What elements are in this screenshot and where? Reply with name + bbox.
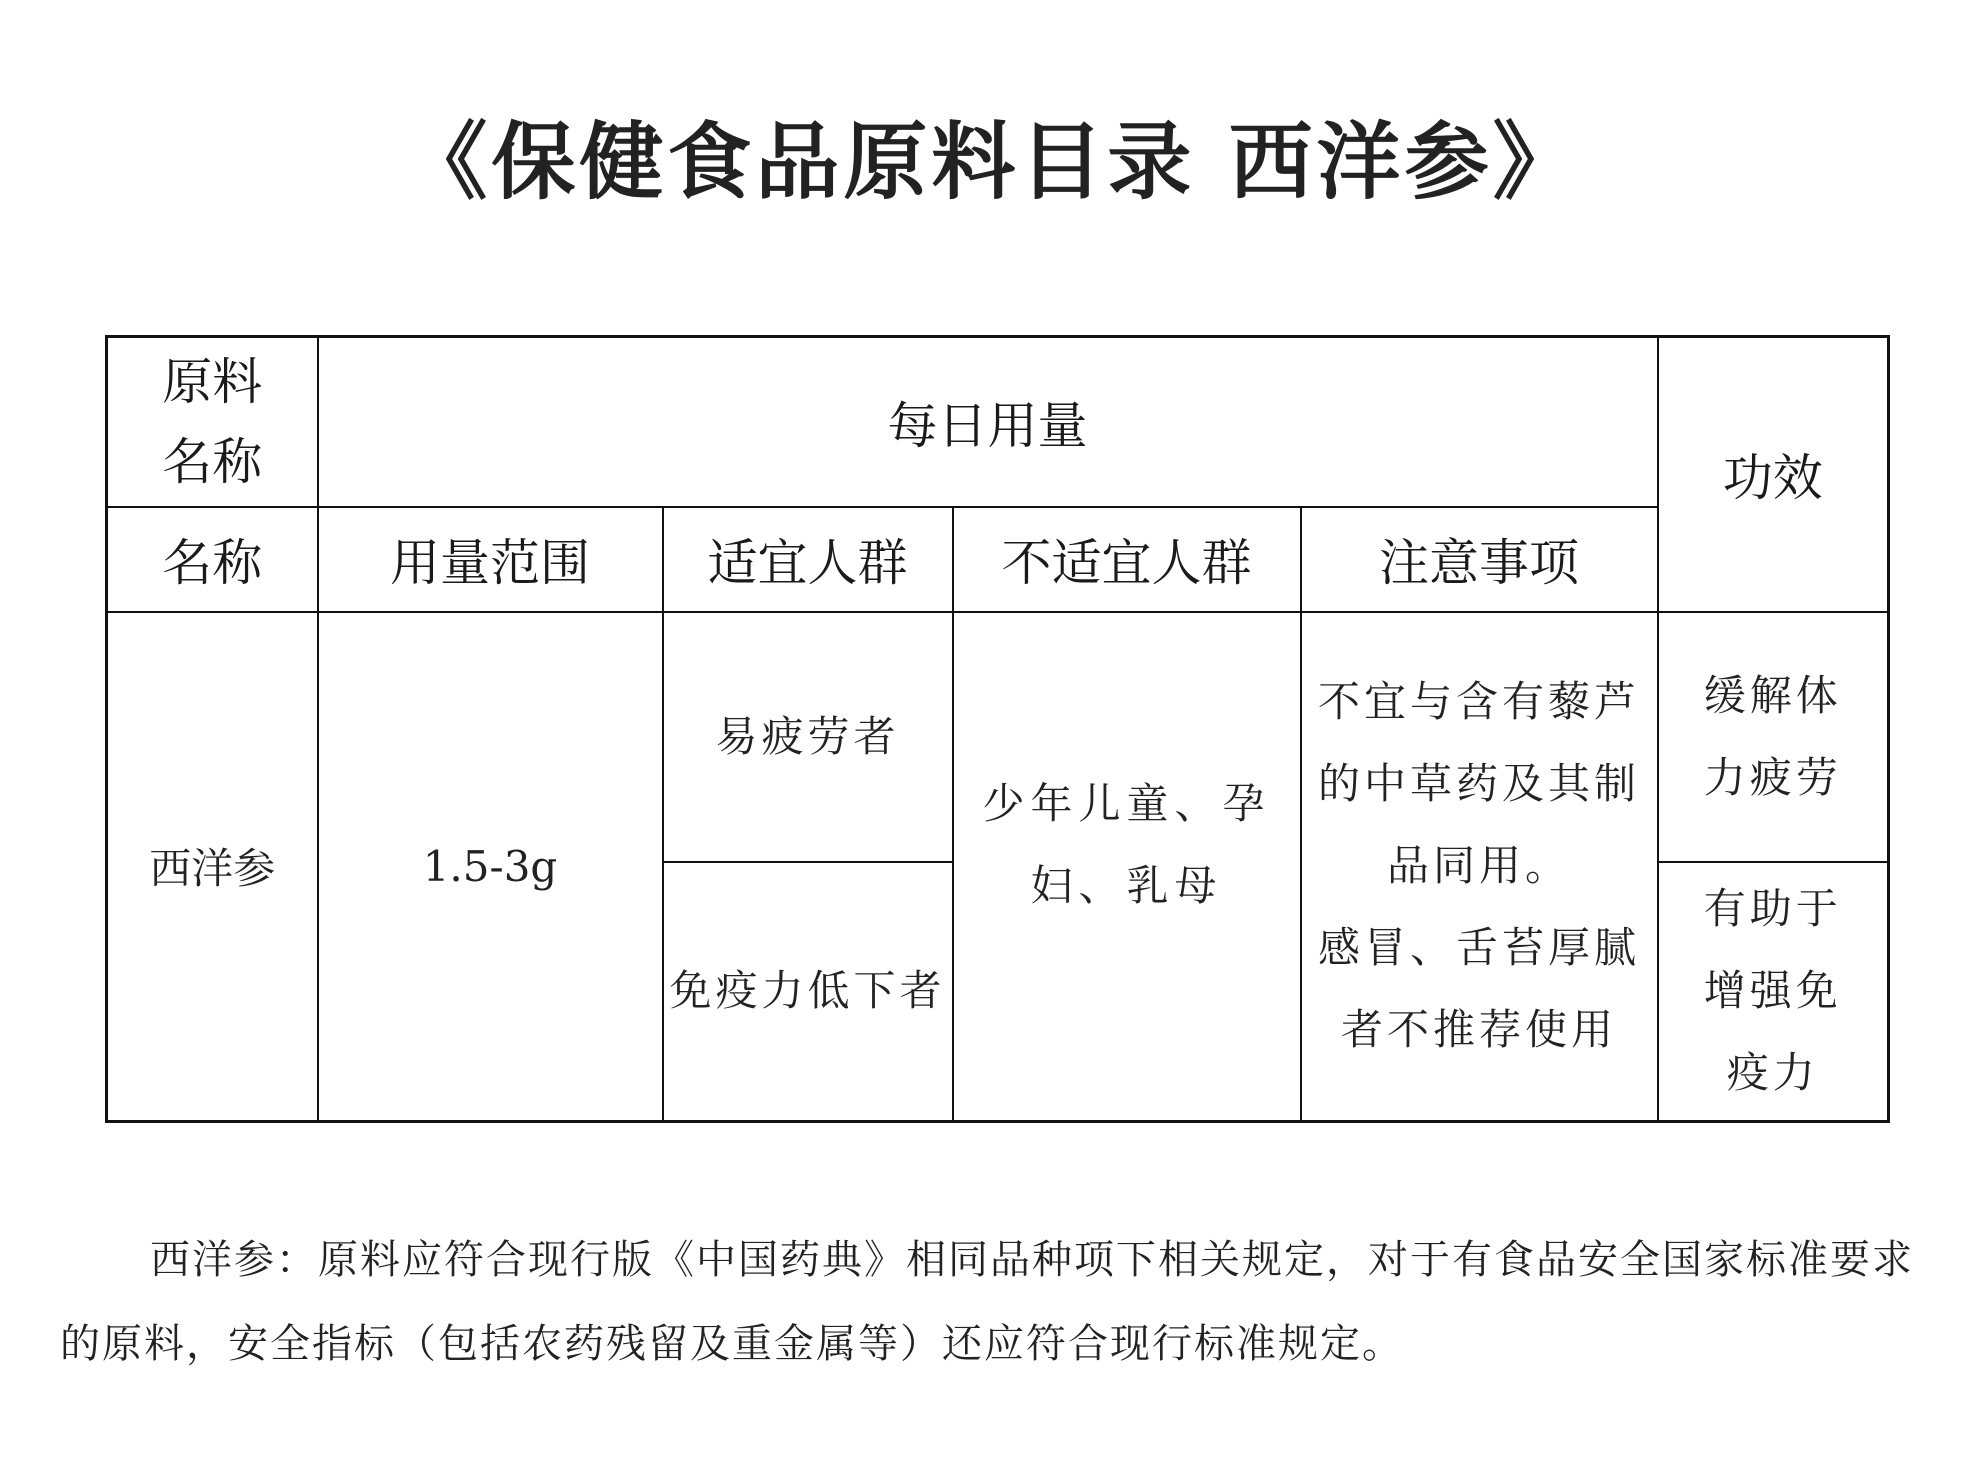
header-suitable: 适宜人群 [663, 507, 953, 612]
cell-material-name: 西洋参 [107, 612, 318, 1122]
raw-material-table [105, 335, 1890, 1123]
cell-dose-range: 1.5-3g [318, 612, 663, 1122]
cell-suitable-1: 易疲劳者 [663, 612, 953, 862]
header-dose-range: 用量范围 [318, 507, 663, 612]
cell-precautions-2: 感冒、舌苔厚腻者不推荐使用 [1317, 923, 1640, 1055]
page-title: 《保健食品原料目录 西洋参》 [403, 112, 1581, 211]
footnote: 西洋参：原料应符合现行版《中国药典》相同品种项下相关规定，对于有食品安全国家标准要求的原料，安全指标（包括农药残留及重金属等）还应符合现行标准规定。 [60, 1237, 1914, 1367]
header-name: 名称 [107, 507, 318, 612]
header-daily-dose: 每日用量 [318, 337, 1658, 507]
header-row-sub [107, 507, 1889, 612]
header-material-name [107, 337, 318, 507]
header-precautions: 注意事项 [1301, 507, 1658, 612]
header-unsuitable: 不适宜人群 [953, 507, 1301, 612]
header-material-name-line1: 原料 [162, 352, 263, 411]
cell-efficacy-1: 缓解体力疲劳 [1658, 612, 1889, 862]
cell-efficacy-2: 有助于增强免疫力 [1658, 862, 1889, 1122]
table-row [107, 612, 1889, 862]
header-efficacy: 功效 [1658, 337, 1889, 612]
header-material-name-line2: 名称 [162, 432, 263, 491]
cell-suitable-2: 免疫力低下者 [663, 862, 953, 1122]
header-row-top [107, 337, 1889, 507]
cell-unsuitable: 少年儿童、孕妇、乳母 [953, 612, 1301, 1122]
cell-precautions-1: 不宜与含有藜芦的中草药及其制品同用。 [1317, 677, 1640, 891]
